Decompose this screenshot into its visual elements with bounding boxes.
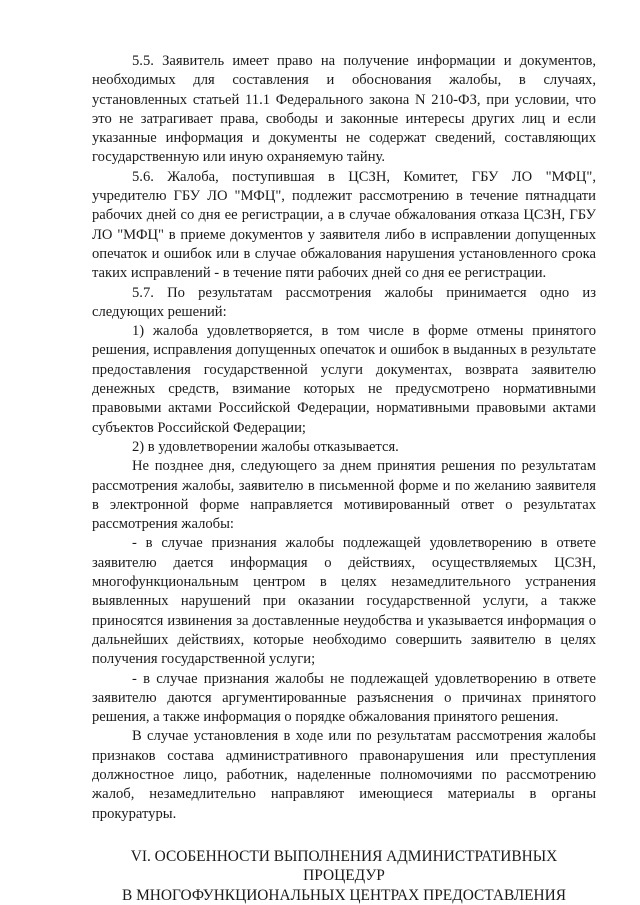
- bullet-rejected: - в случае признания жалобы не подлежащей удовлетворению в ответе заявителю даются аргументированные разъяснения о причинах принятого решения, а также информация о порядке обжалования принятого решения.: [92, 670, 596, 726]
- bullet-satisfied: - в случае признания жалобы подлежащей удовлетворению в ответе заявителю дается информация о действиях, осуществляемых ЦСЗН, многофункциональным центром в целях незамедлительного устранения выявленных нарушений при оказании государственной услуги, а также приносятся извинения за доставленные неудобства и указывается информация о дальнейших действиях, которые необходимо совершить заявителю в целях получения государственной услуги;: [92, 535, 596, 668]
- section-heading-line-2: ПРОЦЕДУР: [303, 867, 385, 885]
- document-page: [92, 52, 596, 905]
- decision-item-2: 2) в удовлетворении жалобы отказывается.: [132, 438, 399, 455]
- paragraph-response: Не позднее дня, следующего за днем принятия решения по результатам рассмотрения жалобы, заявителю в письменной форме и по желанию заявителя в электронной форме направляется мотивированный ответ о результатах рассмотрения жалобы:: [92, 458, 596, 533]
- section-heading: [92, 847, 596, 905]
- paragraph-5-6: 5.6. Жалоба, поступившая в ЦСЗН, Комитет, ГБУ ЛО "МФЦ", учредителю ГБУ ЛО "МФЦ", подлежит рассмотрению в течение пятнадцати рабочих дней со дня ее регистрации, а в случае обжалования отказа ЦСЗН, ГБУ ЛО "МФЦ" в приеме документов у заявителя либо в исправлении допущенных опечаток и ошибок или в случае обжалования нарушения установленного срока таких исправлений - в течение пяти рабочих дней со дня ее регистрации.: [92, 168, 596, 282]
- paragraph-5-7: 5.7. По результатам рассмотрения жалобы принимается одно из следующих решений:: [92, 284, 596, 320]
- paragraph-5-5: 5.5. Заявитель имеет право на получение информации и документов, необходимых для составления и обоснования жалобы, в случаях, установленных статьей 11.1 Федерального закона N 210-ФЗ, при условии, что это не затрагивает права, свободы и законные интересы других лиц и если указанные информация и документы не содержат сведений, составляющих государственную или иную охраняемую тайну.: [92, 53, 596, 166]
- section-heading-line-3: В МНОГОФУНКЦИОНАЛЬНЫХ ЦЕНТРАХ ПРЕДОСТАВЛЕНИЯ: [121, 886, 567, 904]
- section-heading-line-1: VI. ОСОБЕННОСТИ ВЫПОЛНЕНИЯ АДМИНИСТРАТИВНЫХ: [130, 847, 558, 865]
- decision-item-1: 1) жалоба удовлетворяется, в том числе в форме отмены принятого решения, исправления допущенных опечаток и ошибок в выданных в результате предоставления государственной услуги документах, возврата заявителю денежных средств, взимание которых не предусмотрено нормативными правовыми актами Российской Федерации, нормативными правовыми актами субъектов Российской Федерации;: [92, 323, 596, 436]
- paragraph-prosecution: В случае установления в ходе или по результатам рассмотрения жалобы признаков состава административного правонарушения или преступления должностное лицо, работник, наделенные полномочиями по рассмотрению жалоб, незамедлительно направляют имеющиеся материалы в органы прокуратуры.: [92, 728, 596, 822]
